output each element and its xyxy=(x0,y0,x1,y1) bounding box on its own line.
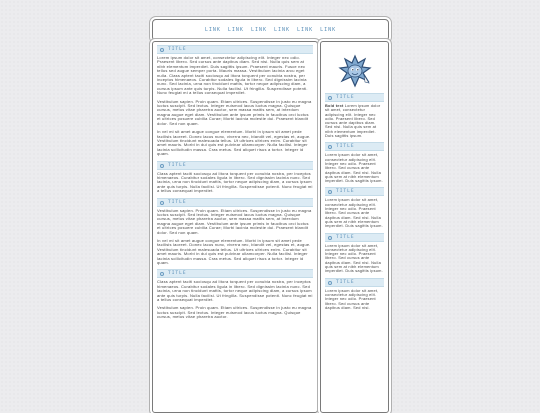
sidebar xyxy=(320,41,389,413)
bullet-icon xyxy=(160,163,165,168)
bullet-icon xyxy=(160,47,165,52)
section-title: TITLE xyxy=(168,199,187,205)
paragraph: Vestibulum sapien. Proin quam. Etiam ultrices. Suspendisse in justo eu magna luctus suscipit. Sed lectus. Integer euismod lacus luctus magna. Quisque cursus, metus vitae pharetra auctor, sem massa mattis sem, at interdum magna augue eget diam. Vestibulum ante ipsum primis in faucibus orci luctus et ultrices posuere cubilia Curae; Morbi lacinia molestie dui. Praesent blandit dolor. Sed non quam. xyxy=(157,98,312,126)
section-title-bar xyxy=(157,45,313,54)
section-title-bar xyxy=(325,233,384,242)
section-title: TITLE xyxy=(336,95,355,100)
bullet-icon xyxy=(160,200,165,205)
bullet-icon xyxy=(328,280,333,285)
bullet-icon xyxy=(160,271,165,276)
mascot-image xyxy=(325,45,384,93)
section-title-bar xyxy=(157,198,313,207)
content-section xyxy=(157,45,313,157)
section-title: TITLE xyxy=(168,271,187,277)
sidebar-section xyxy=(325,93,384,138)
content-section xyxy=(157,161,313,194)
nav-link-2[interactable]: LINK xyxy=(227,27,244,33)
section-title-bar xyxy=(325,142,384,151)
bullet-icon xyxy=(328,235,333,240)
section-title: TITLE xyxy=(336,144,355,150)
paragraph: In vel mi sit amet augue congue elementum. Morbi in ipsum sit amet pede facilisis laoreet. Donec lacus nunc, viverra nec, blandit vel, egestas et, augue. Vestibulum tincidunt malesuada tellus. Ut ultrices ultrices enim. Curabitur sit amet mauris. Morbi in dui quis est pulvinar ullamcorper. Nulla facilisi. Integer lacinia sollicitudin massa. Cras metus. Sed aliquet risus a tortor. Integer id quam. xyxy=(157,129,311,157)
section-title-bar xyxy=(157,269,313,278)
bullet-icon xyxy=(328,144,333,149)
nav-link-4[interactable]: LINK xyxy=(274,27,291,33)
section-title: TITLE xyxy=(336,279,355,285)
creature-icon xyxy=(335,53,375,89)
section-title-bar xyxy=(325,93,384,102)
sidebar-text xyxy=(325,104,384,138)
paragraph: Class aptent taciti sociosqu ad litora torquent per conubia nostra, per inceptos himenaeos. Curabitur sodales ligula in libero. Sed dignissim lacinia nunc. Sed lacinia, urna non tincidunt mattis, tortor neque adipiscing diam, a cursus ipsum ante quis turpis. Nulla facilisi. Ut fringilla. Suspendisse potenti. Nunc feugiat mi a tellus consequat imperdiet. xyxy=(157,279,313,303)
sidebar-text: Lorem ipsum dolor sit amet, consectetur adipiscing elit. Integer nec odio. Praesent libero. Sed cursus ante dapibus diam. Sed nisi. Nulla quis sem at nibh elementum imperdiet. Duis sagittis ipsum. xyxy=(325,152,383,184)
section-title: TITLE xyxy=(168,162,187,168)
nav-link-6[interactable]: LINK xyxy=(320,27,337,33)
nav-link-1[interactable]: LINK xyxy=(204,27,221,33)
top-nav xyxy=(152,19,389,41)
bullet-icon xyxy=(328,189,333,194)
bullet-icon xyxy=(328,95,333,100)
section-title-bar xyxy=(325,187,384,196)
section-title: TITLE xyxy=(336,234,355,240)
bold-text: Bold text xyxy=(325,103,344,108)
content-section xyxy=(157,198,313,266)
body-text: Lorem ipsum dolor sit amet, consectetur adipiscing elit. Integer nec odio. Praesent libero. Sed cursus ante dapibus diam. Sed nisi. Nulla quis sem at nibh elementum imperdiet. Duis sagittis ipsum. xyxy=(325,103,381,139)
paragraph: In vel mi sit amet augue congue elementum. Morbi in ipsum sit amet pede facilisis laoreet. Donec lacus nunc, viverra nec, blandit vel, egestas et, augue. Vestibulum tincidunt malesuada tellus. Ut ultrices ultrices enim. Curabitur sit amet mauris. Morbi in dui quis est pulvinar ullamcorper. Nulla facilisi. Integer lacinia sollicitudin massa. Cras metus. Sed aliquet risus a tortor. Integer id quam. xyxy=(157,238,311,266)
section-title-bar xyxy=(157,161,313,170)
paragraph: Vestibulum sapien. Proin quam. Etiam ultrices. Suspendisse in justo eu magna luctus suscipit. Sed lectus. Integer euismod lacus luctus magna. Quisque cursus, metus vitae pharetra auctor. xyxy=(157,305,312,320)
nav-link-5[interactable]: LINK xyxy=(297,27,314,33)
sidebar-section xyxy=(325,233,384,274)
content-section xyxy=(157,269,313,319)
paragraph: Class aptent taciti sociosqu ad litora torquent per conubia nostra, per inceptos himenaeos. Curabitur sodales ligula in libero. Sed dignissim lacinia nunc. Sed lacinia, urna non tincidunt mattis, tortor neque adipiscing diam, a cursus ipsum ante quis turpis. Nulla facilisi. Ut fringilla. Suspendisse potenti. Nunc feugiat mi a tellus consequat imperdiet. xyxy=(157,170,313,194)
sidebar-text: Lorem ipsum dolor sit amet, consectetur adipiscing elit. Integer nec odio. Praesent libero. Sed cursus ante dapibus diam. Sed nisi. Nulla quis sem at nibh elementum imperdiet. Duis sagittis ipsum. xyxy=(325,197,383,229)
section-title: TITLE xyxy=(336,189,355,195)
section-title: TITLE xyxy=(168,47,187,52)
nav-link-3[interactable]: LINK xyxy=(250,27,267,33)
section-title-bar xyxy=(325,278,384,287)
sidebar-section xyxy=(325,142,384,183)
paragraph: Vestibulum sapien. Proin quam. Etiam ultrices. Suspendisse in justo eu magna luctus suscipit. Sed lectus. Integer euismod lacus luctus magna. Quisque cursus, metus vitae pharetra auctor, sem massa mattis sem, at interdum magna augue eget diam. Vestibulum ante ipsum primis in faucibus orci luctus et ultrices posuere cubilia Curae; Morbi lacinia molestie dui. Praesent blandit dolor. Sed non quam. xyxy=(157,207,312,235)
sidebar-section xyxy=(325,278,384,310)
sidebar-text: Lorem ipsum dolor sit amet, consectetur adipiscing elit. Integer nec odio. Praesent libero. Sed cursus ante dapibus diam. Sed nisi. Nulla quis sem at nibh elementum imperdiet. Duis sagittis ipsum. xyxy=(325,242,383,274)
sidebar-section xyxy=(325,187,384,228)
sidebar-text: Lorem ipsum dolor sit amet, consectetur adipiscing elit. Integer nec odio. Praesent libero. Sed cursus ante dapibus diam. Sed nisi. xyxy=(325,287,379,310)
main-content xyxy=(152,41,318,413)
paragraph: Lorem ipsum dolor sit amet, consectetur adipiscing elit. Integer nec odio. Praesent libero. Sed cursus ante dapibus diam. Sed nisi. Nulla quis sem at nibh elementum imperdiet. Duis sagittis ipsum. Praesent mauris. Fusce nec tellus sed augue semper porta. Mauris massa. Vestibulum lacinia arcu eget nulla. Class aptent taciti sociosqu ad litora torquent per conubia nostra, per inceptos himenaeos. Curabitur sodales ligula in libero. Sed dignissim lacinia nunc. Sed lacinia, urna non tincidunt mattis, tortor neque adipiscing diam, a cursus ipsum ante quis turpis. Nulla facilisi. Ut fringilla. Suspendisse potenti. Nunc feugiat mi a tellus consequat imperdiet. xyxy=(157,55,308,96)
